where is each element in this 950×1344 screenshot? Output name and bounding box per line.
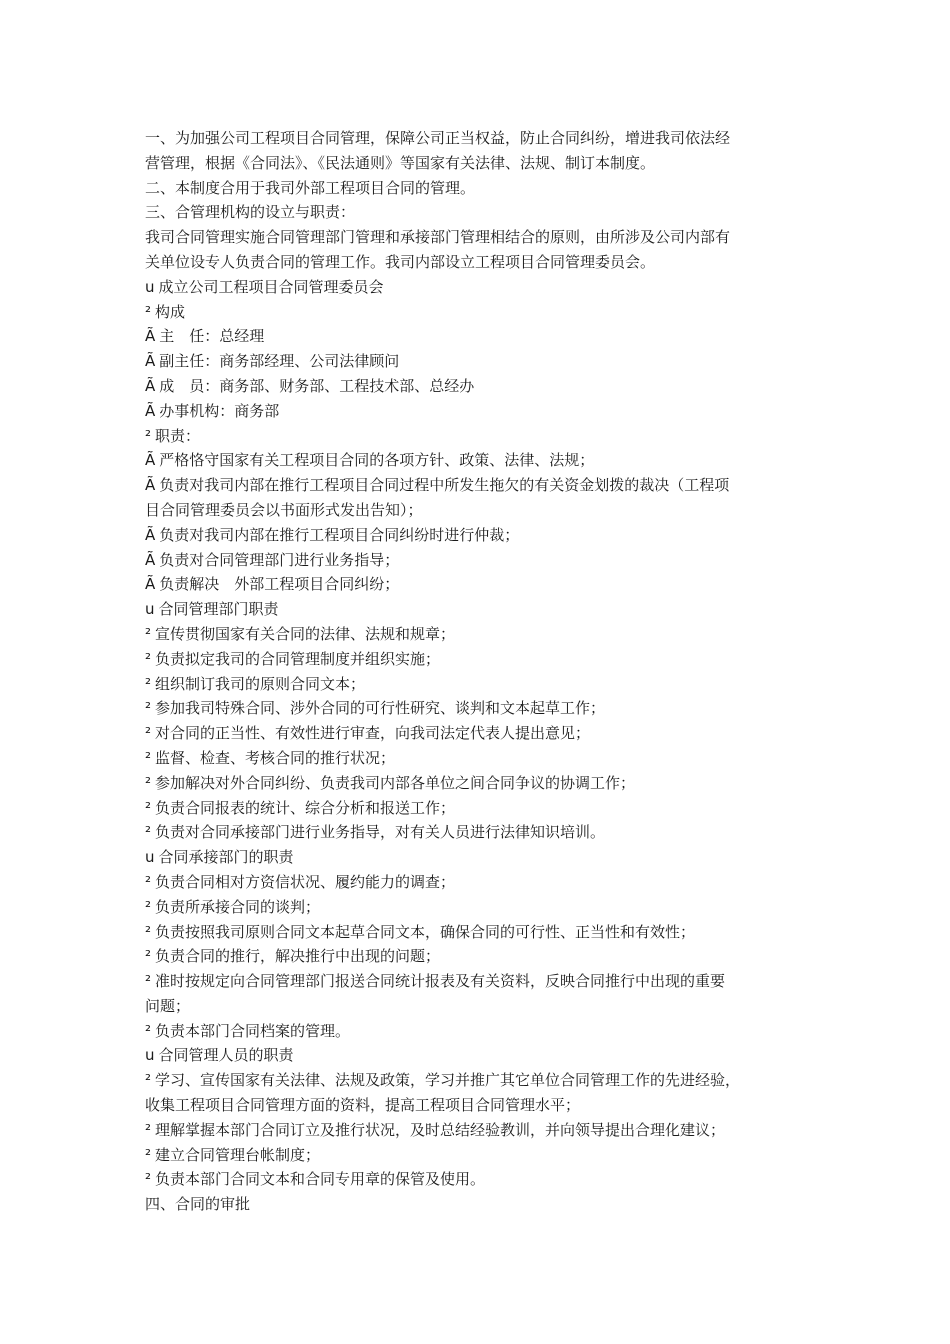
line-text: 成立公司工程项目合同管理委员会: [158, 277, 384, 296]
paragraph-line: [145, 771, 815, 796]
bullet-glyph: ²: [145, 922, 152, 941]
line-text: 副主任：商务部经理、公司法律顾问: [159, 352, 400, 371]
bullet-glyph: ²: [145, 872, 152, 891]
paragraph-line: [145, 622, 815, 647]
line-text: 主 任：总经理: [159, 327, 265, 346]
bullet-glyph: Ã: [145, 550, 156, 569]
paragraph-line: [145, 696, 815, 721]
paragraph-line: [145, 498, 815, 523]
line-text: 问题；: [145, 996, 191, 1015]
line-text: 学习、宣传国家有关法律、法规及政策，学习并推广其它单位合同管理工作的先进经验，: [155, 1071, 741, 1090]
bullet-glyph: ²: [145, 798, 152, 817]
line-text: 负责对我司内部在推行工程项目合同纠纷时进行仲裁；: [159, 525, 520, 544]
line-text: 合同承接部门的职责: [158, 848, 294, 867]
line-text: 负责合同的推行，解决推行中出现的问题；: [155, 947, 441, 966]
line-text: 成 员：商务部、财务部、工程技术部、总经办: [159, 376, 475, 395]
line-text: 负责按照我司原则合同文本起草合同文本，确保合同的可行性、正当性和有效性；: [155, 922, 696, 941]
line-text: 合同管理人员的职责: [158, 1046, 294, 1065]
line-text: 二、本制度合用于我司外部工程项目合同的管理。: [145, 178, 476, 197]
line-text: 合同管理部门职责: [158, 600, 279, 619]
paragraph-line: [145, 920, 815, 945]
paragraph-line: [145, 424, 815, 449]
paragraph-line: [145, 399, 815, 424]
line-text: 营管理，根据《合同法》、《民法通则》等国家有关法律、法规、制订本制度。: [145, 153, 656, 172]
paragraph-line: [145, 969, 815, 994]
line-text: 关单位设专人负责合同的管理工作。我司内部设立工程项目合同管理委员会。: [145, 252, 656, 271]
bullet-glyph: Ã: [145, 327, 156, 346]
line-text: 目合同管理委员会以书面形式发出告知）；: [145, 500, 423, 519]
line-text: 理解掌握本部门合同订立及推行状况，及时总结经验教训，并向领导提出合理化建议；: [155, 1120, 726, 1139]
line-text: 组织制订我司的原则合同文本；: [155, 674, 366, 693]
paragraph-line: [145, 597, 815, 622]
paragraph-line: [145, 349, 815, 374]
paragraph-line: [145, 200, 815, 225]
line-text: 参加我司特殊合同、涉外合同的可行性研究、谈判和文本起草工作；: [155, 699, 606, 718]
paragraph-line: [145, 845, 815, 870]
paragraph-line: [145, 151, 815, 176]
line-text: 四、合同的审批: [145, 1195, 251, 1214]
bullet-glyph: ²: [145, 426, 152, 445]
line-text: 建立合同管理台帐制度；: [155, 1145, 321, 1164]
paragraph-line: [145, 870, 815, 895]
line-text: 负责对合同管理部门进行业务指导；: [159, 550, 400, 569]
line-text: 对合同的正当性、有效性进行审查，向我司法定代表人提出意见；: [155, 724, 591, 743]
bullet-glyph: ²: [145, 624, 152, 643]
document-body: [145, 126, 815, 1217]
paragraph-line: [145, 1068, 815, 1093]
paragraph-line: [145, 250, 815, 275]
bullet-glyph: ²: [145, 947, 152, 966]
paragraph-line: [145, 473, 815, 498]
paragraph-line: [145, 647, 815, 672]
bullet-glyph: ²: [145, 302, 152, 321]
bullet-glyph: ²: [145, 724, 152, 743]
line-text: 严格恪守国家有关工程项目合同的各项方针、政策、法律、法规；: [159, 451, 595, 470]
paragraph-line: [145, 820, 815, 845]
line-text: 负责合同报表的统计、综合分析和报送工作；: [155, 798, 456, 817]
paragraph-line: [145, 225, 815, 250]
bullet-glyph: ²: [145, 1071, 152, 1090]
paragraph-line: [145, 572, 815, 597]
line-text: 负责合同相对方资信状况、履约能力的调查；: [155, 872, 456, 891]
line-text: 负责本部门合同文本和合同专用章的保管及使用。: [155, 1170, 486, 1189]
paragraph-line: [145, 1143, 815, 1168]
paragraph-line: [145, 126, 815, 151]
line-text: 负责对合同承接部门进行业务指导，对有关人员进行法律知识培训。: [155, 823, 606, 842]
bullet-glyph: ²: [145, 897, 152, 916]
line-text: 宣传贯彻国家有关合同的法律、法规和规章；: [155, 624, 456, 643]
line-text: 职责：: [155, 426, 201, 445]
paragraph-line: [145, 1019, 815, 1044]
line-text: 准时按规定向合同管理部门报送合同统计报表及有关资料，反映合同推行中出现的重要: [155, 972, 726, 991]
bullet-glyph: ²: [145, 699, 152, 718]
bullet-glyph: ²: [145, 674, 152, 693]
paragraph-line: [145, 895, 815, 920]
line-text: 负责拟定我司的合同管理制度并组织实施；: [155, 649, 441, 668]
line-text: 参加解决对外合同纠纷、负责我司内部各单位之间合同争议的协调工作；: [155, 773, 636, 792]
bullet-glyph: Ã: [145, 451, 156, 470]
paragraph-line: [145, 548, 815, 573]
line-text: 收集工程项目合同管理方面的资料，提高工程项目合同管理水平；: [145, 1096, 581, 1115]
paragraph-line: [145, 374, 815, 399]
bullet-glyph: Ã: [145, 376, 156, 395]
bullet-glyph: ²: [145, 1120, 152, 1139]
paragraph-line: [145, 300, 815, 325]
bullet-glyph: u: [145, 1046, 155, 1065]
bullet-glyph: Ã: [145, 352, 156, 371]
bullet-glyph: u: [145, 600, 155, 619]
paragraph-line: [145, 176, 815, 201]
line-text: 负责所承接合同的谈判；: [155, 897, 321, 916]
paragraph-line: [145, 324, 815, 349]
paragraph-line: [145, 1192, 815, 1217]
paragraph-line: [145, 672, 815, 697]
line-text: 负责本部门合同档案的管理。: [155, 1021, 351, 1040]
line-text: 三、合管理机构的设立与职责：: [145, 203, 356, 222]
line-text: 一、为加强公司工程项目合同管理，保障公司正当权益，防止合同纠纷，增进我司依法经: [145, 129, 731, 147]
paragraph-line: [145, 448, 815, 473]
bullet-glyph: ²: [145, 823, 152, 842]
bullet-glyph: ²: [145, 649, 152, 668]
paragraph-line: [145, 796, 815, 821]
bullet-glyph: Ã: [145, 575, 156, 594]
line-text: 负责解决 外部工程项目合同纠纷；: [159, 575, 400, 594]
paragraph-line: [145, 275, 815, 300]
bullet-glyph: Ã: [145, 525, 156, 544]
paragraph-line: [145, 1043, 815, 1068]
bullet-glyph: u: [145, 848, 155, 867]
bullet-glyph: Ã: [145, 401, 156, 420]
bullet-glyph: ²: [145, 748, 152, 767]
paragraph-line: [145, 1167, 815, 1192]
paragraph-line: [145, 746, 815, 771]
paragraph-line: [145, 1093, 815, 1118]
paragraph-line: [145, 944, 815, 969]
bullet-glyph: Ã: [145, 476, 156, 495]
paragraph-line: [145, 523, 815, 548]
paragraph-line: [145, 994, 815, 1019]
bullet-glyph: ²: [145, 1021, 152, 1040]
bullet-glyph: ²: [145, 972, 152, 991]
bullet-glyph: ²: [145, 773, 152, 792]
line-text: 构成: [155, 302, 186, 321]
bullet-glyph: ²: [145, 1145, 152, 1164]
line-text: 办事机构：商务部: [159, 401, 280, 420]
line-text: 我司合同管理实施合同管理部门管理和承接部门管理相结合的原则，由所涉及公司内部有: [145, 228, 731, 247]
bullet-glyph: ²: [145, 1170, 152, 1189]
bullet-glyph: u: [145, 277, 155, 296]
line-text: 监督、检查、考核合同的推行状况；: [155, 748, 396, 767]
paragraph-line: [145, 1118, 815, 1143]
line-text: 负责对我司内部在推行工程项目合同过程中所发生拖欠的有关资金划拨的裁决（工程项: [159, 476, 730, 495]
paragraph-line: [145, 721, 815, 746]
